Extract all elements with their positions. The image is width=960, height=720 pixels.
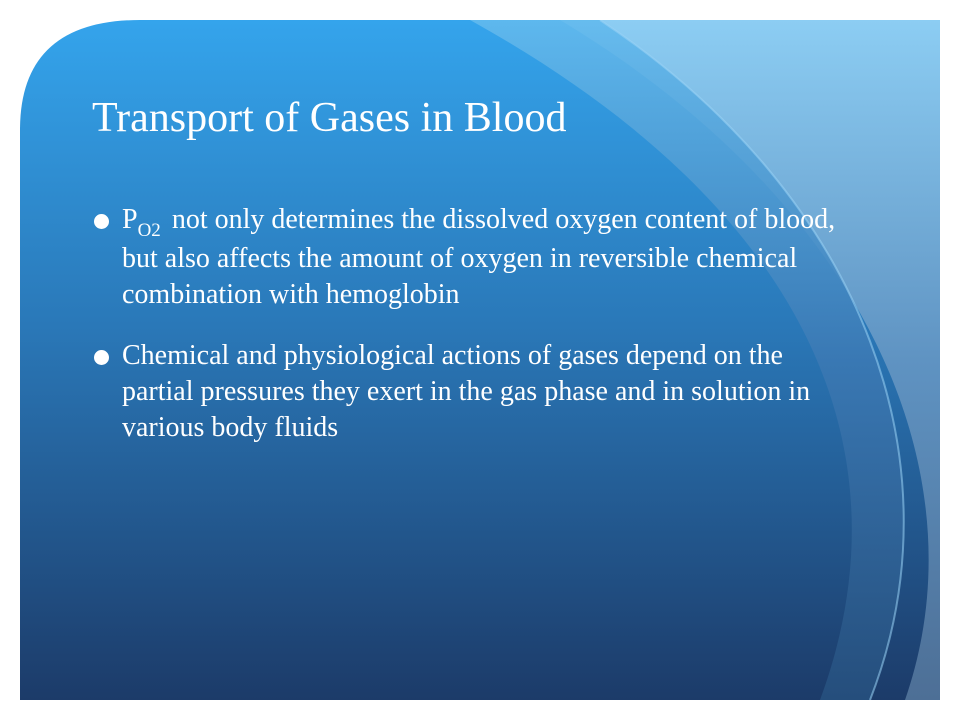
- bullet-dot-icon: [94, 214, 109, 229]
- bullet-list: [94, 202, 854, 471]
- bullet-dot-icon: [94, 350, 109, 365]
- bullet-text: not only determines the dissolved oxygen content of blood, but also affects the amount of oxygen in reversible chemical combination with hemoglobin: [122, 204, 836, 310]
- bullet-item: [94, 202, 854, 313]
- bullet-symbol: P: [122, 204, 138, 235]
- slide-title: Transport of Gases in Blood: [92, 95, 567, 141]
- bullet-subscript: O2: [137, 220, 161, 241]
- bullet-item: [94, 338, 854, 446]
- bullet-text: Chemical and physiological actions of gases depend on the partial pressures they exert in the gas phase and in solution in various body fluids: [122, 340, 811, 443]
